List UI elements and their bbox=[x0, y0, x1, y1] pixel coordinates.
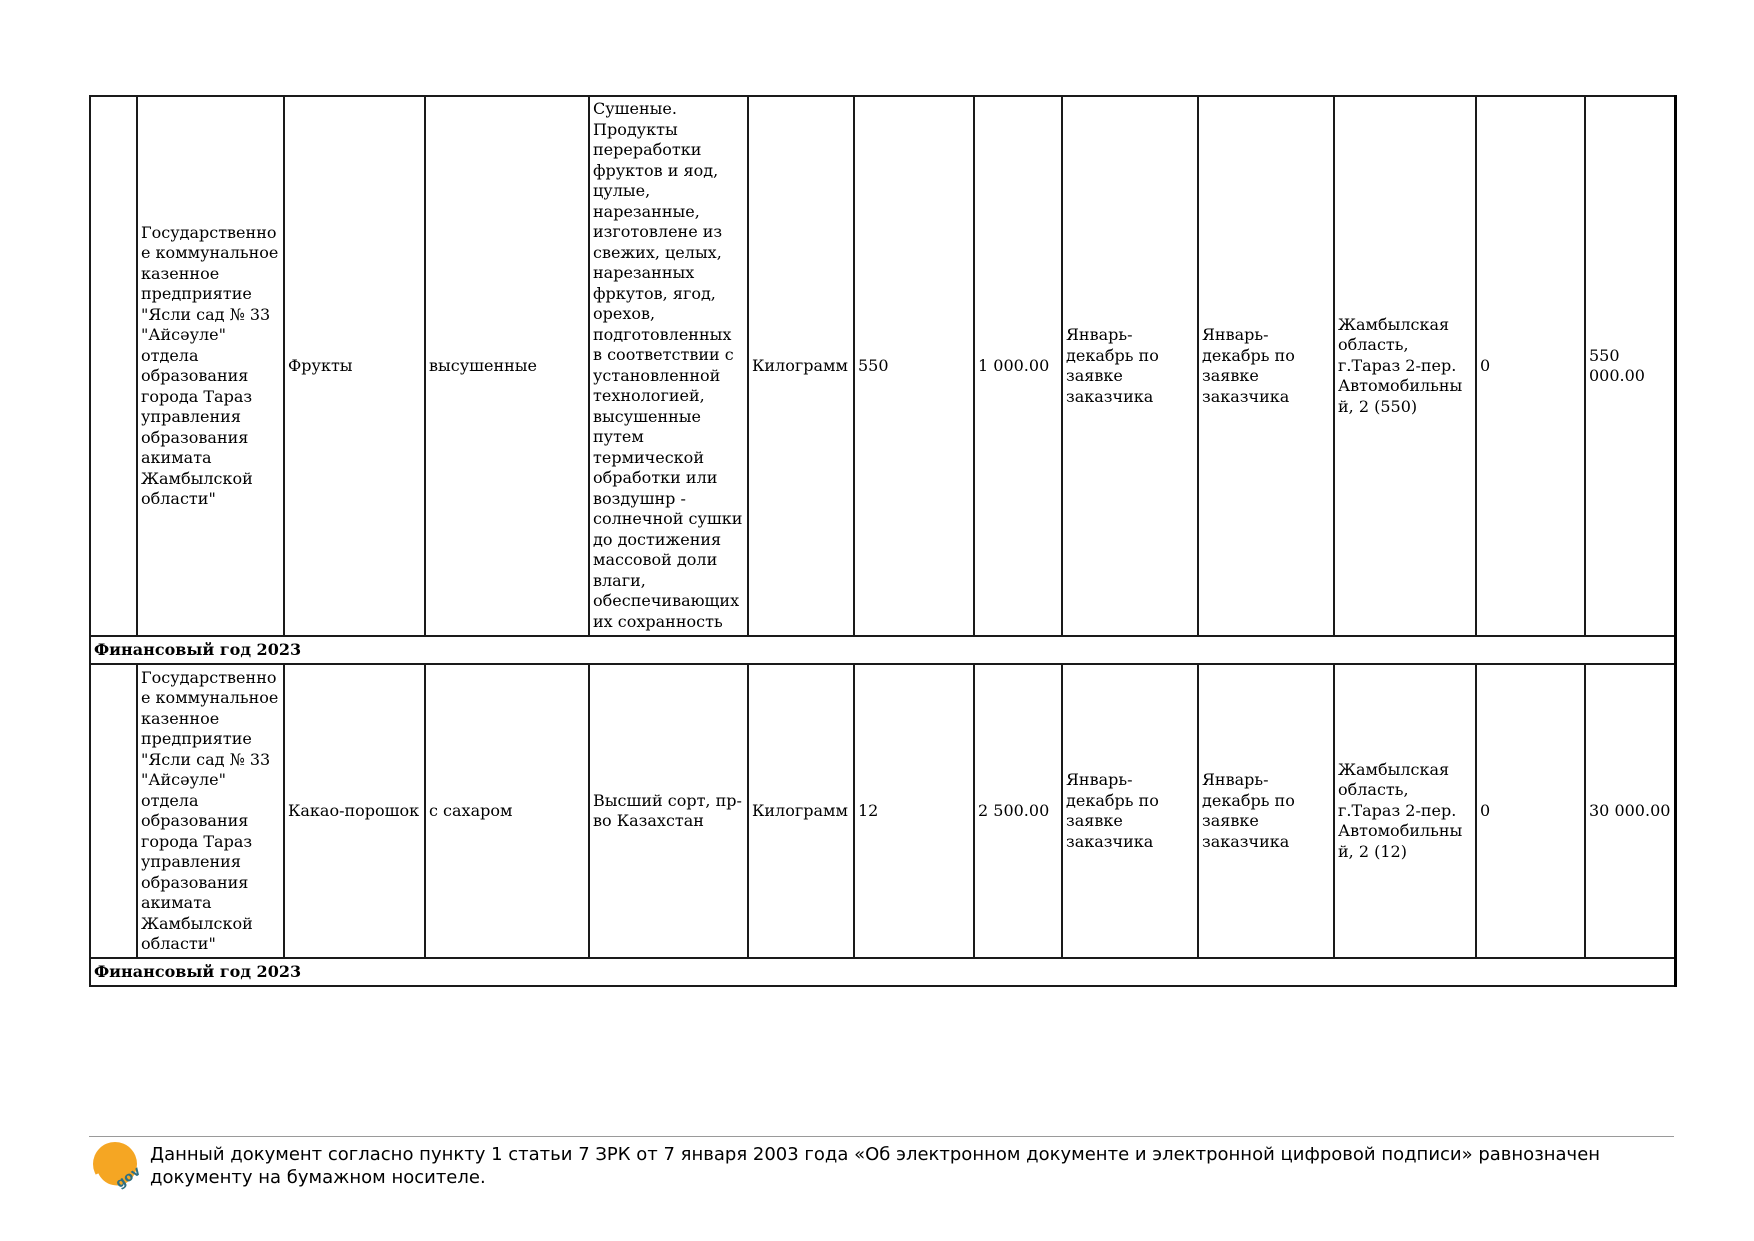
table-row bbox=[90, 664, 1675, 958]
sum-cell: 30 000.00 bbox=[1585, 664, 1675, 958]
table-row bbox=[90, 96, 1675, 636]
quantity-cell: 12 bbox=[854, 664, 974, 958]
fiscal-year-label: Финансовый год 2023 bbox=[90, 636, 1675, 664]
unit-cell: Килограмм bbox=[748, 664, 854, 958]
delivery-address-cell: Жамбылская область, г.Тараз 2-пер. Автомобильный, 2 (550) bbox=[1334, 96, 1476, 636]
delivery-period-cell: Январь-декабрь по заявке заказчика bbox=[1062, 664, 1198, 958]
item-description-cell: Сушеные. Продукты переработки фруктов и яод, цулые, нарезанные, изготовлене из свежих, целых, нарезанных фркутов, ягод, орехов, подготовленных в соответствии с установленной технологией, высушенные путем термической обработки или воздушнр - солнечной сушки до достижения массовой доли влаги, обеспечивающих их сохранность bbox=[589, 96, 748, 636]
delivery-terms-cell: Январь-декабрь по заявке заказчика bbox=[1198, 664, 1334, 958]
advance-cell: 0 bbox=[1476, 96, 1585, 636]
footer-divider bbox=[89, 1136, 1674, 1137]
item-description-cell: Высший сорт, пр-во Казахстан bbox=[589, 664, 748, 958]
delivery-period-cell: Январь-декабрь по заявке заказчика bbox=[1062, 96, 1198, 636]
row-number-cell bbox=[90, 664, 137, 958]
item-name-cell: Какао-порошок bbox=[284, 664, 425, 958]
sum-cell: 550 000.00 bbox=[1585, 96, 1675, 636]
fiscal-year-label: Финансовый год 2023 bbox=[90, 958, 1675, 986]
fiscal-year-row bbox=[90, 958, 1675, 986]
price-cell: 1 000.00 bbox=[974, 96, 1062, 636]
price-cell: 2 500.00 bbox=[974, 664, 1062, 958]
customer-cell: Государственное коммунальное казенное предприятие "Ясли сад № 33 "Айсәуле" отдела образования города Тараз управления образования акимата Жамбылской области" bbox=[137, 96, 284, 636]
delivery-terms-cell: Январь-декабрь по заявке заказчика bbox=[1198, 96, 1334, 636]
procurement-table bbox=[89, 95, 1677, 987]
svg-text:gov: gov bbox=[113, 1164, 143, 1192]
delivery-address-cell: Жамбылская область, г.Тараз 2-пер. Автомобильный, 2 (12) bbox=[1334, 664, 1476, 958]
unit-cell: Килограмм bbox=[748, 96, 854, 636]
fiscal-year-row bbox=[90, 636, 1675, 664]
item-spec-cell: высушенные bbox=[425, 96, 589, 636]
advance-cell: 0 bbox=[1476, 664, 1585, 958]
item-spec-cell: с сахаром bbox=[425, 664, 589, 958]
footer-legal-notice: Данный документ согласно пункту 1 статьи 7 ЗРК от 7 января 2003 года «Об электронном документе и электронной цифровой подписи» равнозначен документу на бумажном носителе. bbox=[150, 1144, 1601, 1188]
customer-cell: Государственное коммунальное казенное предприятие "Ясли сад № 33 "Айсәуле" отдела образования города Тараз управления образования акимата Жамбылской области" bbox=[137, 664, 284, 958]
quantity-cell: 550 bbox=[854, 96, 974, 636]
row-number-cell bbox=[90, 96, 137, 636]
item-name-cell: Фрукты bbox=[284, 96, 425, 636]
egov-logo-icon bbox=[91, 1140, 143, 1192]
